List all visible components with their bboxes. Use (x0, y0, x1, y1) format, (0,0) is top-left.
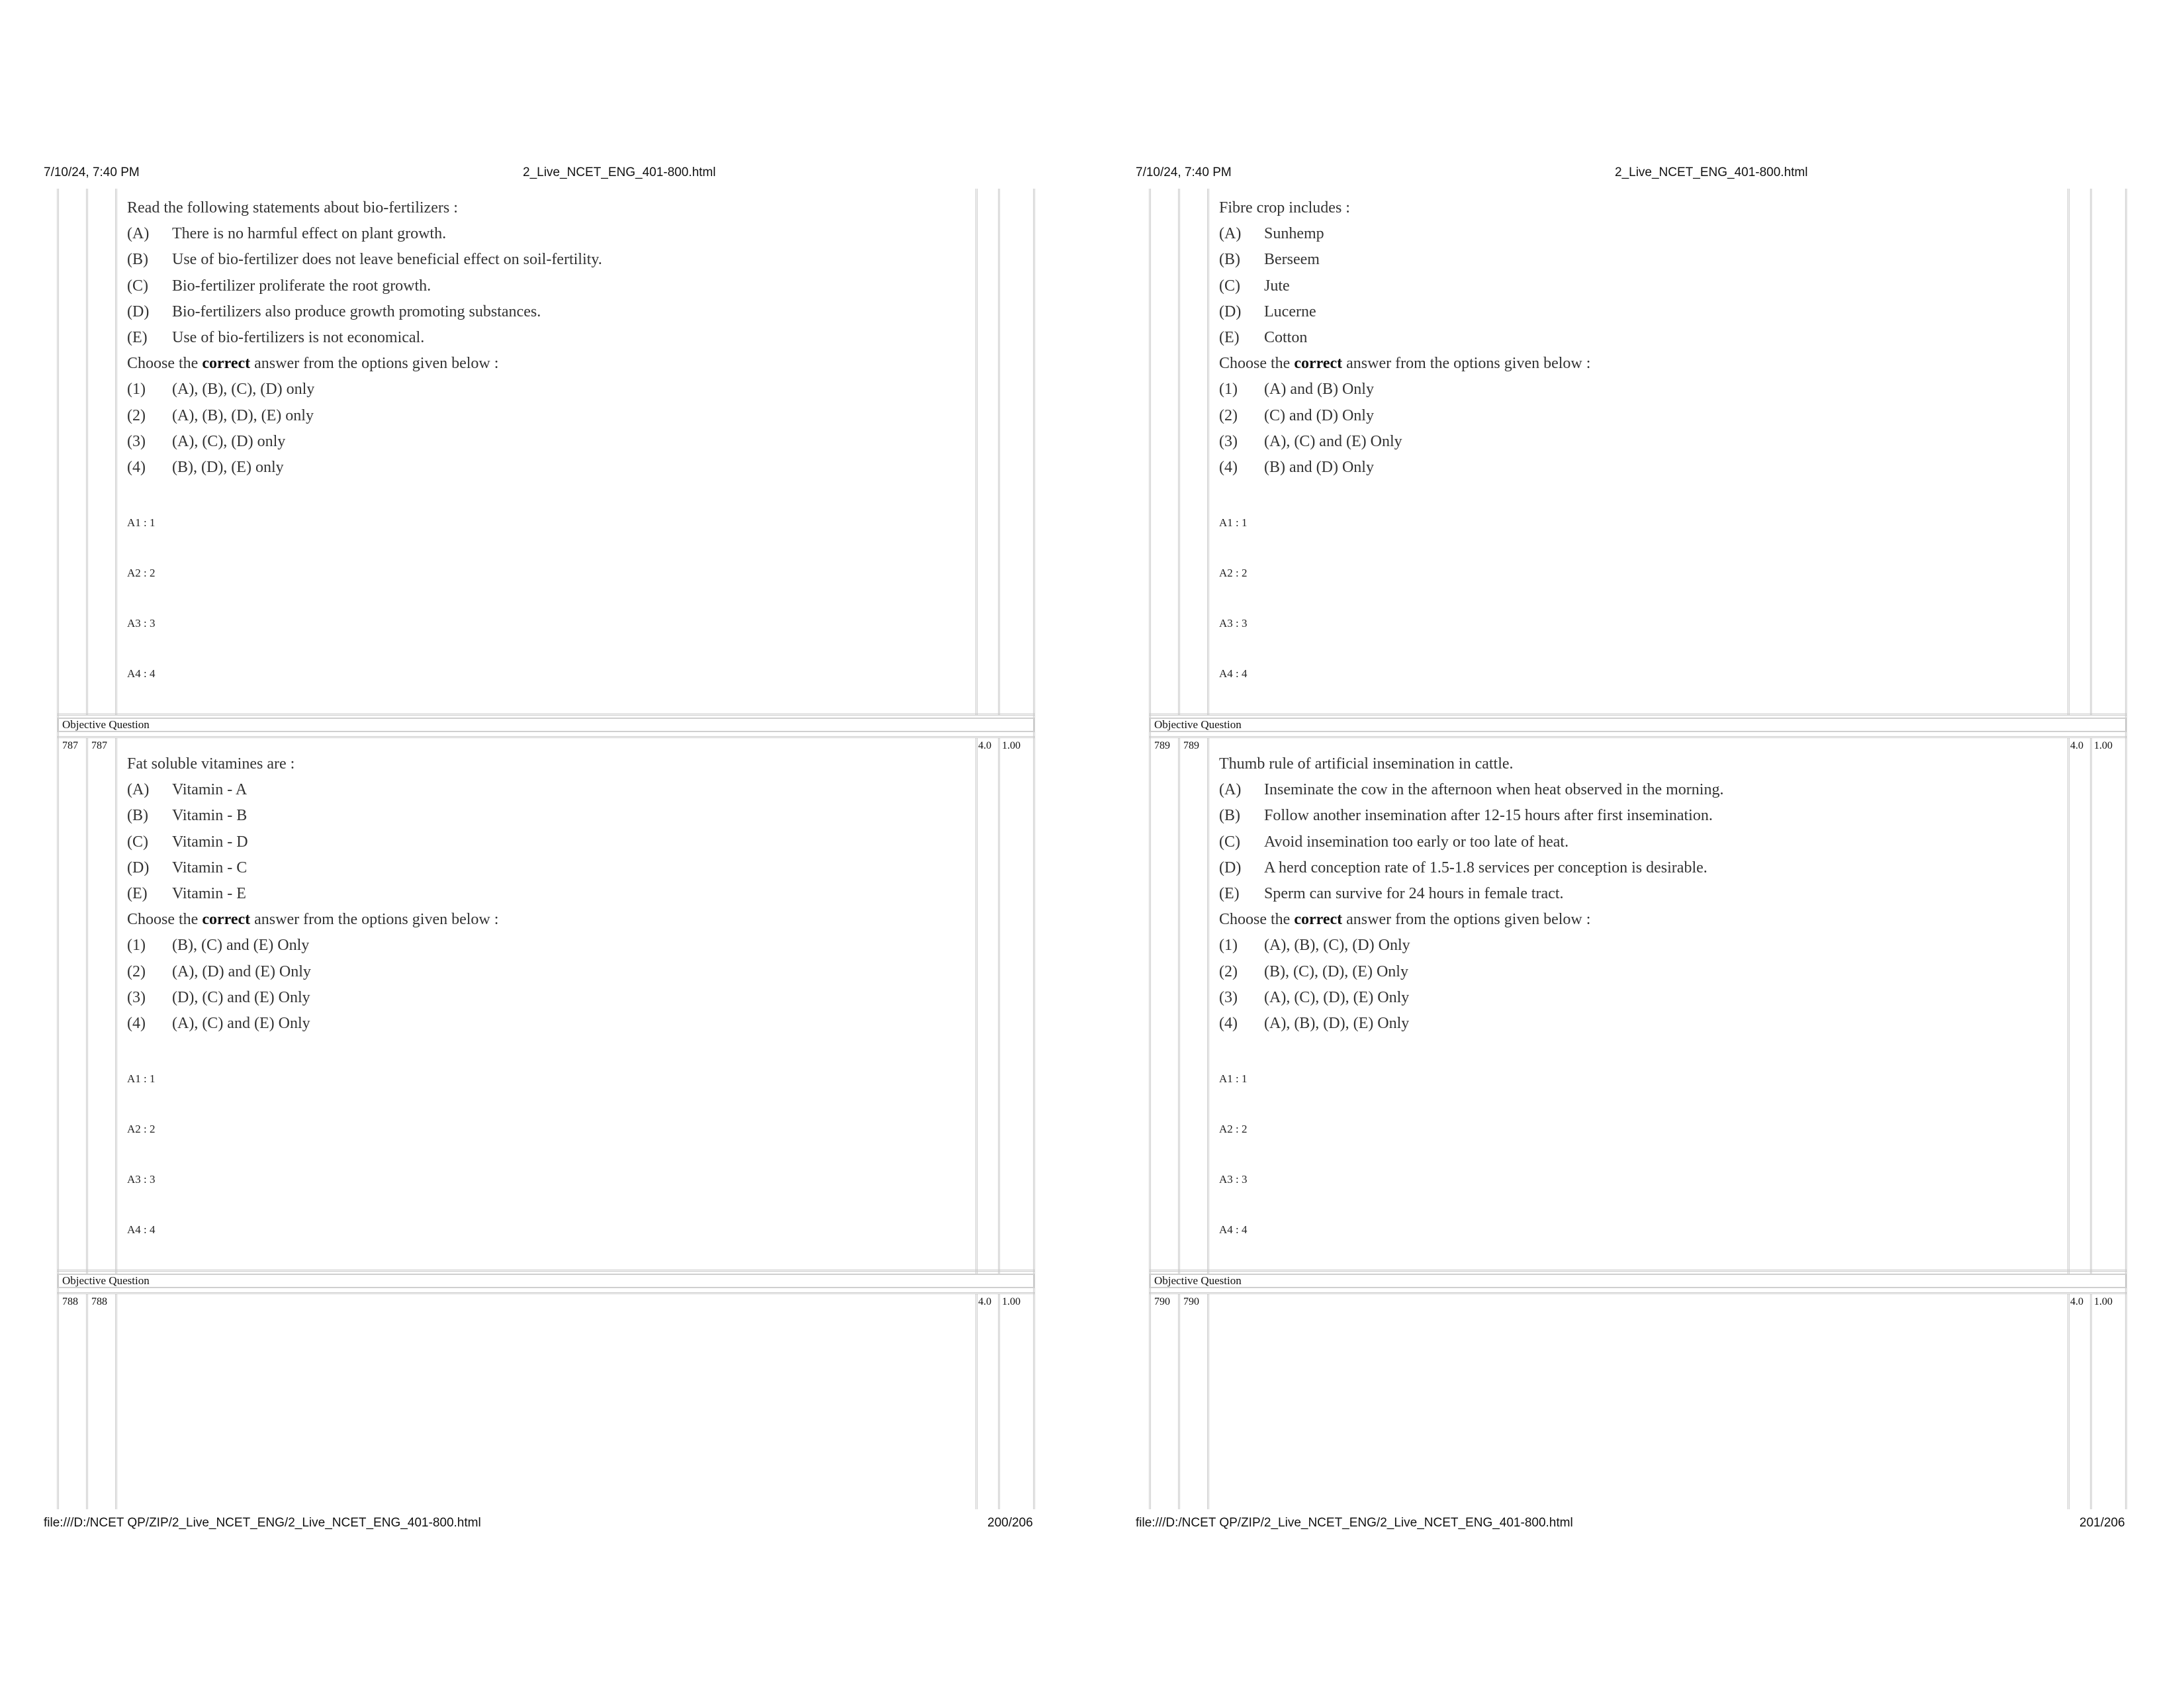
question-body (127, 195, 602, 481)
serial-number: 790 (1154, 1296, 1170, 1307)
table-col-line (976, 1294, 978, 1509)
statement-row: (B) Vitamin - B (127, 807, 248, 825)
option-row: (1) (A), (B), (C), (D) Only (1219, 937, 1410, 955)
statement-row: (C) Jute (1219, 277, 1290, 295)
table-col-line (2090, 189, 2092, 715)
table-col-line (976, 738, 978, 1274)
option-row: (2) (B), (C), (D), (E) Only (1219, 962, 1408, 980)
table-col-line (1178, 1294, 1180, 1509)
objective-question-label: Objective Question (62, 718, 150, 731)
header-date: 7/10/24, 7:40 PM (44, 165, 140, 179)
statement-row: (E) Use of bio-fertilizers is not economical. (127, 328, 425, 346)
footer-page-number: 201/206 (2079, 1516, 2125, 1530)
answer-key: A2 : 2 (127, 567, 156, 579)
objective-question-bar (1149, 718, 2127, 732)
table-col-line (86, 189, 88, 715)
serial-number: 787 (62, 740, 78, 751)
row-separator (1149, 714, 2127, 716)
table-col-line (115, 1294, 117, 1509)
table-col-line (1178, 189, 1180, 715)
marks: 4.0 (978, 740, 991, 751)
table-col-line (2068, 738, 2070, 1274)
question-stem: Fat soluble vitamines are : (127, 755, 295, 773)
objective-question-label: Objective Question (62, 1274, 150, 1287)
table-col-line (86, 738, 88, 1274)
question-stem: Read the following statements about bio-fertilizers : (127, 199, 458, 216)
table-border-left (57, 189, 59, 1509)
table-col-line (2068, 1294, 2070, 1509)
choose-instruction: Choose the correct answer from the options given below : (127, 355, 499, 373)
choose-instruction: Choose the correct answer from the options given below : (127, 911, 499, 929)
question-body (1219, 751, 1723, 1037)
answer-key: A3 : 3 (127, 1173, 156, 1186)
option-row: (1) (A) and (B) Only (1219, 381, 1374, 399)
marks: 4.0 (2070, 740, 2083, 751)
statement-row: (C) Vitamin - D (127, 833, 248, 851)
option-row: (3) (A), (C) and (E) Only (1219, 432, 1402, 450)
table-col-line (2068, 189, 2070, 715)
negative-marks: 1.00 (2094, 740, 2113, 751)
statement-row: (D) Lucerne (1219, 303, 1316, 320)
table-col-line (998, 189, 1000, 715)
statement-row: (B) Follow another insemination after 12-15 hours after first insemination. (1219, 807, 1713, 825)
row-separator (57, 714, 1035, 716)
answer-key: A3 : 3 (1219, 1173, 1248, 1186)
table-col-line (976, 189, 978, 715)
table-col-line (1207, 189, 1209, 715)
answer-key: A4 : 4 (127, 667, 156, 680)
marks: 4.0 (2070, 1296, 2083, 1307)
choose-instruction: Choose the correct answer from the options given below : (1219, 355, 1591, 373)
question-body (1219, 195, 1590, 481)
table-border-left (1149, 189, 1151, 1509)
option-row: (3) (A), (C), (D), (E) Only (1219, 988, 1410, 1006)
row-separator (57, 1270, 1035, 1272)
statement-row: (A) Vitamin - A (127, 781, 248, 799)
statement-row: (A) Sunhemp (1219, 225, 1324, 243)
statement-row: (B) Berseem (1219, 251, 1320, 269)
statement-row: (A) There is no harmful effect on plant growth. (127, 225, 447, 243)
option-row: (4) (A), (B), (D), (E) Only (1219, 1014, 1410, 1032)
table-border-right (2125, 189, 2127, 1509)
table-col-line (2090, 738, 2092, 1274)
footer-file-path: file:///D:/NCET QP/ZIP/2_Live_NCET_ENG/2_Live_NCET_ENG_401-800.html (44, 1516, 481, 1530)
table-col-line (998, 738, 1000, 1274)
negative-marks: 1.00 (1002, 740, 1021, 751)
question-stem: Thumb rule of artificial insemination in cattle. (1219, 755, 1514, 773)
statement-row: (E) Sperm can survive for 24 hours in female tract. (1219, 884, 1564, 902)
answer-key: A1 : 1 (1219, 1072, 1248, 1085)
objective-question-bar (57, 718, 1035, 732)
table-border-right (1033, 189, 1035, 1509)
answer-key: A2 : 2 (127, 1123, 156, 1135)
table-col-line (1207, 1294, 1209, 1509)
objective-question-bar (1149, 1274, 2127, 1288)
statement-row: (D) Bio-fertilizers also produce growth promoting substances. (127, 303, 541, 320)
table-col-line (115, 738, 117, 1274)
option-row: (4) (A), (C) and (E) Only (127, 1014, 310, 1032)
answer-key: A3 : 3 (127, 617, 156, 630)
option-row: (1) (A), (B), (C), (D) only (127, 381, 315, 399)
header-filename: 2_Live_NCET_ENG_401-800.html (1615, 165, 1808, 179)
question-body (127, 751, 498, 1037)
option-row: (4) (B), (D), (E) only (127, 458, 284, 476)
header-date: 7/10/24, 7:40 PM (1136, 165, 1232, 179)
serial-number: 789 (1154, 740, 1170, 751)
marks: 4.0 (978, 1296, 991, 1307)
row-separator (1149, 1270, 2127, 1272)
option-row: (2) (C) and (D) Only (1219, 406, 1374, 424)
table-col-line (998, 1294, 1000, 1509)
serial-number: 788 (62, 1296, 78, 1307)
statement-row: (D) Vitamin - C (127, 859, 248, 876)
question-id: 789 (1183, 740, 1199, 751)
row-separator (1149, 736, 2127, 738)
question-id: 788 (91, 1296, 107, 1307)
question-id: 787 (91, 740, 107, 751)
objective-question-bar (57, 1274, 1035, 1288)
negative-marks: 1.00 (2094, 1296, 2113, 1307)
table-col-line (1178, 738, 1180, 1274)
option-row: (3) (A), (C), (D) only (127, 432, 286, 450)
question-id: 790 (1183, 1296, 1199, 1307)
statement-row: (E) Cotton (1219, 328, 1308, 346)
row-separator (57, 736, 1035, 738)
printed-page-right (1092, 0, 2184, 1688)
statement-row: (C) Bio-fertilizer proliferate the root growth. (127, 277, 432, 295)
statement-row: (C) Avoid insemination too early or too late of heat. (1219, 833, 1569, 851)
footer-page-number: 200/206 (987, 1516, 1033, 1530)
objective-question-label: Objective Question (1154, 718, 1242, 731)
answer-key: A1 : 1 (1219, 516, 1248, 529)
answer-key: A2 : 2 (1219, 567, 1248, 579)
answer-key: A4 : 4 (1219, 667, 1248, 680)
table-col-line (1207, 738, 1209, 1274)
header-filename: 2_Live_NCET_ENG_401-800.html (523, 165, 716, 179)
objective-question-label: Objective Question (1154, 1274, 1242, 1287)
option-row: (1) (B), (C) and (E) Only (127, 937, 310, 955)
statement-row: (D) A herd conception rate of 1.5-1.8 services per conception is desirable. (1219, 859, 1707, 876)
question-stem: Fibre crop includes : (1219, 199, 1350, 216)
answer-key: A2 : 2 (1219, 1123, 1248, 1135)
negative-marks: 1.00 (1002, 1296, 1021, 1307)
statement-row: (A) Inseminate the cow in the afternoon when heat observed in the morning. (1219, 781, 1724, 799)
row-separator (57, 1292, 1035, 1294)
statement-row: (B) Use of bio-fertilizer does not leave beneficial effect on soil-fertility. (127, 251, 602, 269)
row-separator (1149, 1292, 2127, 1294)
statement-row: (E) Vitamin - E (127, 884, 246, 902)
table-col-line (86, 1294, 88, 1509)
option-row: (4) (B) and (D) Only (1219, 458, 1374, 476)
answer-key: A4 : 4 (127, 1223, 156, 1236)
answer-key: A3 : 3 (1219, 617, 1248, 630)
answer-key: A1 : 1 (127, 1072, 156, 1085)
table-col-line (2090, 1294, 2092, 1509)
answer-key: A4 : 4 (1219, 1223, 1248, 1236)
option-row: (2) (A), (D) and (E) Only (127, 962, 311, 980)
footer-file-path: file:///D:/NCET QP/ZIP/2_Live_NCET_ENG/2_Live_NCET_ENG_401-800.html (1136, 1516, 1573, 1530)
table-col-line (115, 189, 117, 715)
option-row: (2) (A), (B), (D), (E) only (127, 406, 314, 424)
answer-key: A1 : 1 (127, 516, 156, 529)
choose-instruction: Choose the correct answer from the options given below : (1219, 911, 1591, 929)
option-row: (3) (D), (C) and (E) Only (127, 988, 310, 1006)
